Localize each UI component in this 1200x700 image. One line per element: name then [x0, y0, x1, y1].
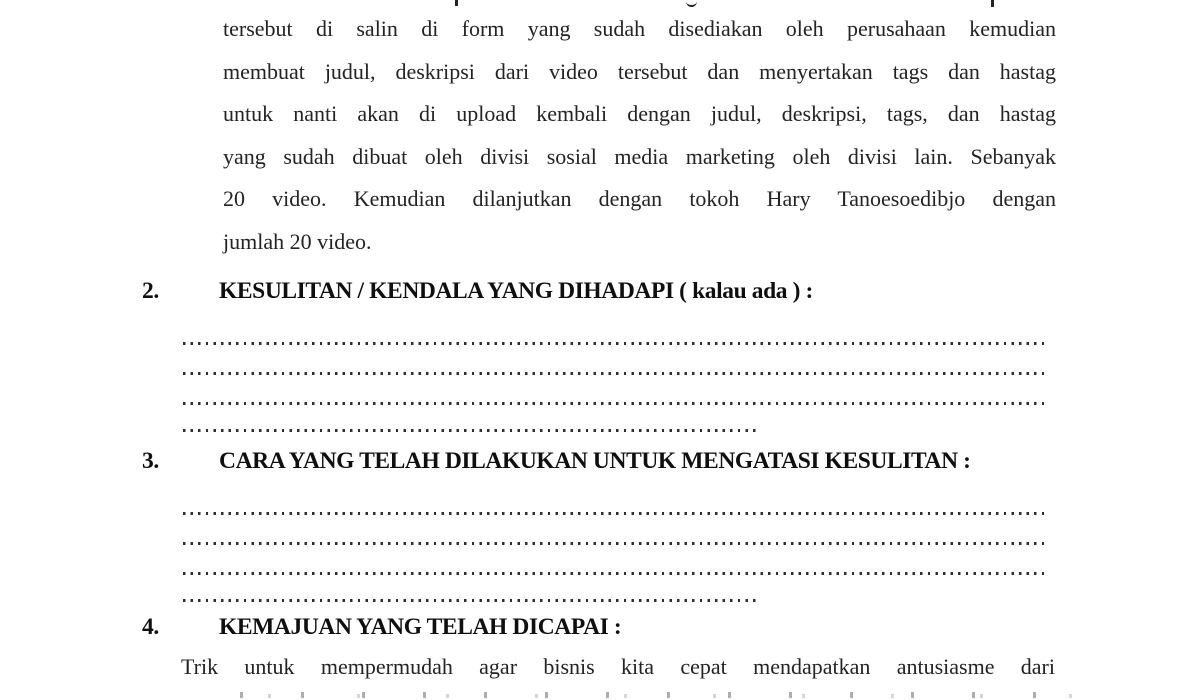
- section-number: 4.: [142, 614, 159, 640]
- dotted-answer-line: [183, 402, 1049, 405]
- dotted-answer-line: [183, 372, 1049, 375]
- cropped-line-fragment: [686, 0, 697, 7]
- cropped-line-fragment: [268, 694, 1088, 698]
- section-heading-4: [142, 613, 621, 641]
- section-number: 2.: [142, 278, 159, 304]
- section-title: CARA YANG TELAH DILAKUKAN UNTUK MENGATASI KESULITAN :: [219, 448, 971, 474]
- section-heading-2: [142, 277, 813, 305]
- section-title: KESULITAN / KENDALA YANG DIHADAPI ( kalau ada ) :: [219, 278, 813, 304]
- dotted-answer-line: [183, 342, 1049, 345]
- paragraph-line: 20 video. Kemudian dilanjutkan dengan tokoh Hary Tanoesoedibjo dengan: [223, 186, 1056, 212]
- answer-lines-section-2: [183, 342, 1049, 437]
- dotted-answer-line: [183, 572, 1049, 575]
- dotted-answer-line: [183, 429, 760, 432]
- section-heading-3: [142, 447, 971, 475]
- section-title: KEMAJUAN YANG TELAH DICAPAI :: [219, 614, 622, 640]
- dotted-answer-line: [183, 599, 760, 602]
- paragraph-line: membuat judul, deskripsi dari video tersebut dan menyertakan tags dan hastag: [223, 58, 1056, 84]
- section-number: 3.: [142, 448, 159, 474]
- paragraph-line: jumlah 20 video.: [223, 228, 372, 254]
- dotted-answer-line: [183, 512, 1049, 515]
- dotted-answer-line: [183, 542, 1049, 545]
- paragraph-line: yang sudah dibuat oleh divisi sosial media marketing oleh divisi lain. Sebanyak: [223, 143, 1056, 169]
- body-paragraph: [223, 8, 1056, 264]
- cropped-line-fragment: [991, 0, 994, 7]
- paragraph-line: untuk nanti akan di upload kembali dengan judul, deskripsi, tags, dan hastag: [223, 101, 1056, 127]
- answer-lines-section-3: [183, 512, 1049, 607]
- section-4-paragraph: [181, 646, 1055, 689]
- cropped-line-fragment: [455, 0, 458, 6]
- paragraph-line: tersebut di salin di form yang sudah disediakan oleh perusahaan kemudian: [223, 16, 1056, 41]
- paragraph-line: Trik untuk mempermudah agar bisnis kita cepat mendapatkan antusiasme dari: [181, 654, 1055, 679]
